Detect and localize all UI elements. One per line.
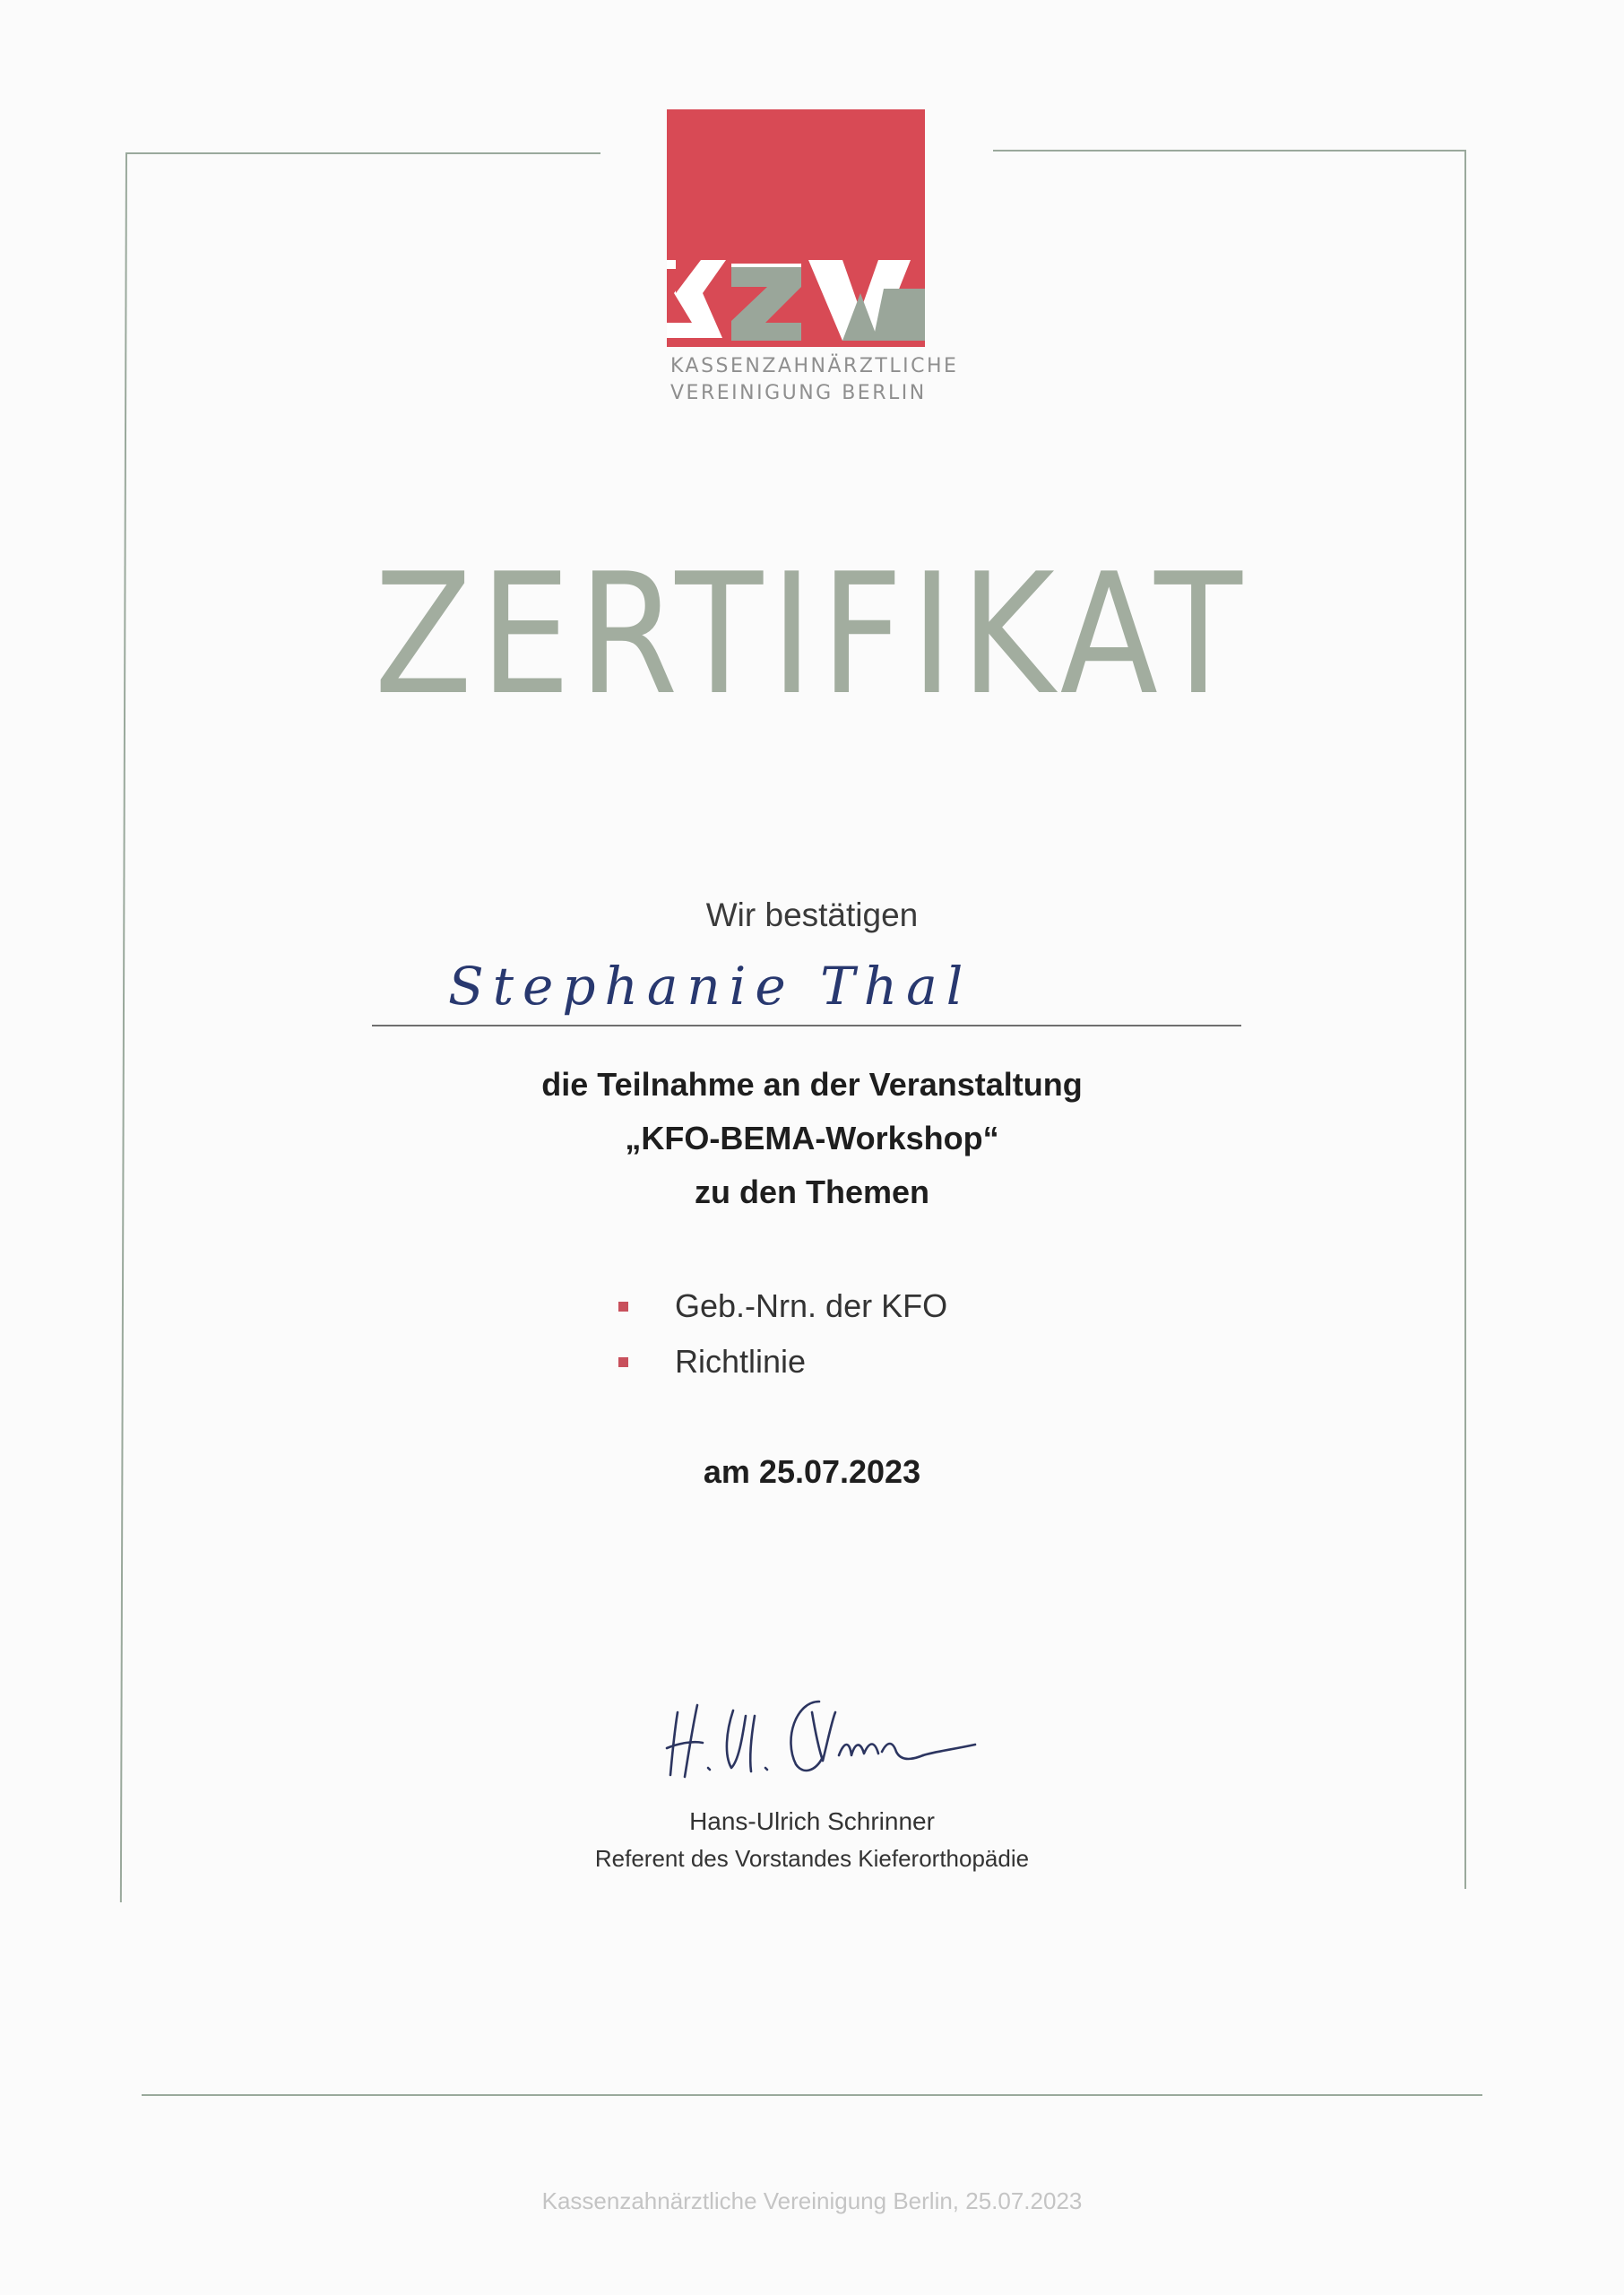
confirm-text: Wir bestätigen [705,896,919,933]
signer-name: Hans-Ulrich Schrinner [689,1807,935,1835]
logo-text-line1: KASSENZAHNÄRZTLICHE [670,355,959,377]
bullet-icon [618,1357,628,1367]
bullet-icon [618,1302,628,1312]
logo-text-line2: VEREINIGUNG BERLIN [670,382,927,404]
topics-intro: zu den Themen [694,1173,930,1210]
topic-text: Richtlinie [675,1343,807,1380]
certificate-title: ZERTIFIKAT [374,537,1250,732]
topic-text: Geb.-Nrn. der KFO [675,1287,948,1324]
footer-text: Kassenzahnärztliche Vereinigung Berlin, 25.07.2023 [541,2187,1083,2214]
list-item [618,1334,947,1390]
frame-top-left [125,152,600,154]
topics-list [618,1278,947,1390]
event-name: „KFO-BEMA-Workshop“ [625,1120,999,1156]
frame-left [120,152,127,1902]
frame-bottom [142,2094,1482,2096]
kzv-logo [663,109,959,414]
participation-text: die Teilnahme an der Veranstaltung [541,1066,1083,1103]
frame-right [1464,150,1466,1889]
signer-role: Referent des Vorstandes Kieferorthopädie [594,1845,1030,1872]
frame-top-right [993,150,1466,152]
event-date: am 25.07.2023 [703,1453,921,1490]
kzv-logo-mark [667,109,936,347]
participant-name: Stephanie Thal [448,956,972,1017]
list-item [618,1278,947,1334]
name-underline [372,1025,1241,1026]
signature-image [661,1685,984,1784]
